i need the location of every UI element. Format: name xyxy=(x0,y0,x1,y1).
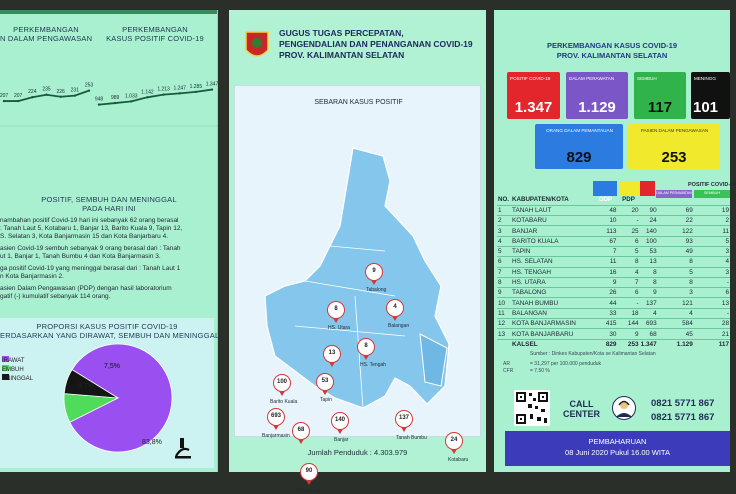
region-name: Barito Kuala xyxy=(270,399,298,405)
table-cell: 5 xyxy=(725,237,729,245)
region-marker[interactable]: 90 xyxy=(300,463,318,481)
table-cell: 6 xyxy=(725,289,729,297)
table-cell: 5 xyxy=(689,268,693,276)
trend-value-label: 226 xyxy=(56,88,65,95)
phone-1[interactable]: 0821 5771 867 xyxy=(651,398,715,409)
table-cell: - xyxy=(636,217,639,225)
table-cell: 5 xyxy=(498,248,502,256)
table-header-row: NO. KABUPATEN/KOTA ODP PDP xyxy=(497,195,730,205)
table-cell: BANJAR xyxy=(512,227,538,235)
table-cell: 10 xyxy=(498,299,506,307)
table-cell: 3 xyxy=(498,227,502,235)
table-cell: 9 xyxy=(635,330,639,338)
trend-value-label: 207 xyxy=(13,93,23,100)
summary-line: S. Selatan 3, Kota Banjarmasin 15 dan Kota Banjarbaru 4. xyxy=(0,233,169,240)
region-name: HS. Utara xyxy=(328,325,350,331)
table-cell: HS. SELATAN xyxy=(512,258,553,266)
table-cell: 6 xyxy=(635,289,639,297)
trend-point xyxy=(74,94,76,96)
trend-value-label: 207 xyxy=(0,93,9,100)
table-cell: 11 xyxy=(498,309,505,317)
trend-point xyxy=(98,103,100,105)
table-cell: 69 xyxy=(685,206,693,214)
summary-title: POSITIF, SEMBUH DAN MENINGGAL PADA HARI INI xyxy=(41,195,177,213)
table-cell: 7 xyxy=(612,248,617,256)
table-total-cell: 253 xyxy=(627,341,639,349)
left-panel xyxy=(0,10,218,472)
table-cell: 28 xyxy=(721,320,729,328)
summary-line: ga positif Covid-19 yang meninggal berasal dari : Tanah Laut 1 xyxy=(0,265,181,272)
stat-deaths: MENINGG 101 xyxy=(691,72,730,119)
pdp-trend-chart xyxy=(0,70,95,190)
region-name: Balangan xyxy=(388,323,410,329)
region-name: HS. Tengah xyxy=(360,362,387,368)
table-cell: 33 xyxy=(609,309,617,317)
table-total-cell: 1.347 xyxy=(640,341,657,349)
table-cell: 13 xyxy=(498,330,506,338)
province-emblem-icon xyxy=(244,30,270,62)
pie-value-label: 8,7% xyxy=(78,383,94,390)
operator-avatar-icon xyxy=(612,396,636,422)
trend-value-label: 1.247 xyxy=(173,85,186,92)
table-cell: 21 xyxy=(721,330,729,338)
trend-point xyxy=(162,93,164,95)
trend-value-label: 989 xyxy=(110,95,120,102)
table-cell: 22 xyxy=(685,217,693,225)
table-cell: 8 xyxy=(689,279,693,287)
right-title: PERKEMBANGAN KASUS COVID-19 PROV. KALIMANTAN SELATAN xyxy=(546,41,678,60)
table-cell: 121 xyxy=(682,299,693,307)
cfr-value: = 7,50 % xyxy=(530,368,550,374)
table-cell: 6 xyxy=(635,237,639,245)
table-cell: 11 xyxy=(722,227,729,235)
top-accent-bar xyxy=(0,10,217,14)
table-cell: 68 xyxy=(649,330,657,338)
summary-line: : Tanah Laut 5, Kotabaru 1, Banjar 13, Barito Kuala 9, Tapin 12, xyxy=(0,225,183,232)
table-cell: 113 xyxy=(606,227,617,235)
table-cell: 3 xyxy=(725,248,729,256)
trend-value-label: 948 xyxy=(94,96,104,103)
table-cell: 90 xyxy=(649,206,657,214)
trend-value-label: 1.285 xyxy=(189,83,203,90)
table-cell: KOTA BANJARBARU xyxy=(512,330,574,338)
region-marker[interactable]: 9 xyxy=(365,263,383,281)
table-cell: 100 xyxy=(645,237,657,245)
trend-point xyxy=(179,92,181,94)
table-cell: 415 xyxy=(605,320,617,328)
trend-point xyxy=(88,89,90,91)
table-cell: 24 xyxy=(649,217,657,225)
ar-value: = 31,297 per 100.000 penduduk xyxy=(530,361,602,367)
table-cell: HS. TENGAH xyxy=(512,268,551,276)
trend-value-label: 231 xyxy=(70,87,80,94)
table-cell: 3 xyxy=(725,268,729,276)
data-source: Sumber : Dinkes Kabupaten/Kota se Kalimantan Selatan xyxy=(530,351,656,357)
region-marker[interactable]: 4 xyxy=(386,299,404,317)
table-cell: 4 xyxy=(653,309,657,317)
region-name: Tanah Bumbu xyxy=(396,435,427,441)
table-cell: 16 xyxy=(609,268,617,276)
table-cell: 4 xyxy=(689,309,693,317)
phone-2[interactable]: 0821 5771 867 xyxy=(651,412,715,423)
trend-point xyxy=(45,94,47,96)
table-cell: 45 xyxy=(685,330,693,338)
trend-point xyxy=(17,100,19,102)
trend-value-label: 235 xyxy=(42,86,51,93)
table-cell: 8 xyxy=(653,279,657,287)
table-row xyxy=(497,308,730,318)
trend-value-label: 1.347 xyxy=(205,81,219,88)
table-cell: 18 xyxy=(631,309,639,317)
stat-recovered: SEMBUH 117 xyxy=(634,72,686,119)
table-row xyxy=(497,329,730,339)
map-title: SEBARAN KASUS POSITIF xyxy=(314,99,403,106)
table-cell: KOTABARU xyxy=(512,217,547,225)
table-row xyxy=(497,319,730,329)
summary-line: nambahan positif Covid-19 hari ini sebanyak 62 orang berasal xyxy=(0,217,179,224)
table-header-pdp-cell xyxy=(619,181,641,196)
proportion-title: PROPORSI KASUS POSITIF COVID-19 ERDASARKAN YANG DIRAWAT, SEMBUH DAN MENINGGAL xyxy=(0,322,220,340)
trend-value-label: 1.213 xyxy=(157,86,170,93)
trend-value-label: 253 xyxy=(84,82,94,89)
table-cell: BALANGAN xyxy=(512,309,547,317)
table-header-positive-cell xyxy=(640,181,655,196)
pie-value-label: 7,5% xyxy=(104,363,120,370)
table-row xyxy=(497,267,730,277)
table-cell: 44 xyxy=(609,299,617,307)
region-marker[interactable]: 53 xyxy=(316,373,334,391)
table-row xyxy=(497,205,730,215)
table-row xyxy=(497,226,730,236)
table-header-in-care-cell: DALAM PERAWATAN xyxy=(656,190,692,198)
table-cell: 19 xyxy=(721,206,729,214)
table-cell: 20 xyxy=(631,206,639,214)
table-cell: 6 xyxy=(498,258,502,266)
table-cell: 2 xyxy=(498,217,502,225)
region-marker[interactable]: 100 xyxy=(273,374,291,392)
trend-value-label: 1.033 xyxy=(125,93,138,100)
cfr-label: CFR xyxy=(503,368,514,374)
table-row xyxy=(497,216,730,226)
table-cell: 11 xyxy=(609,258,617,266)
trend-point xyxy=(195,91,197,93)
trend-chart-2-title: PERKEMBANGAN KASUS POSITIF COVID-19 xyxy=(106,25,204,43)
table-cell: 4 xyxy=(498,237,502,245)
region-marker[interactable]: 8 xyxy=(327,301,345,319)
table-cell: HS. UTARA xyxy=(512,279,546,287)
table-header-recovered-cell: SEMBUH xyxy=(694,190,730,198)
table-cell: 26 xyxy=(609,289,617,297)
table-cell: 10 xyxy=(609,217,617,225)
table-cell: BARITO KUALA xyxy=(512,237,559,245)
stat-in-care: DALAM PERAWATAN 1.129 xyxy=(566,72,628,119)
trend-point xyxy=(130,100,132,102)
summary-line: n Kota Banjarmasin 2. xyxy=(0,273,64,280)
table-cell: 693 xyxy=(645,320,657,328)
stat-positive: POSITIF COVID-19 1.347 xyxy=(507,72,560,119)
table-cell: 7 xyxy=(635,279,639,287)
summary-line: ut 1, Banjar 1, Tanah Bumbu 4 dan Kota Banjarmasin 3. xyxy=(0,253,161,260)
trend-point xyxy=(59,96,61,98)
trend-value-label: 1.142 xyxy=(141,89,154,96)
positive-trend-chart xyxy=(95,70,218,190)
table-header-positive: POSITIF COVID-19 xyxy=(688,182,736,188)
region-name: Banjar xyxy=(334,437,349,443)
table-row xyxy=(497,236,730,246)
table-cell: 13 xyxy=(721,299,729,307)
table-cell: 7 xyxy=(498,268,502,276)
ar-label: AR xyxy=(503,361,510,367)
table-row xyxy=(497,257,730,267)
table-row xyxy=(497,288,730,298)
table-cell: 9 xyxy=(612,279,617,287)
trend-point xyxy=(3,100,5,102)
microscope-icon xyxy=(172,436,194,460)
legend-label: EMBUH xyxy=(2,367,24,373)
table-cell: TANAH BUMBU xyxy=(512,299,559,307)
table-cell: 2 xyxy=(725,217,729,225)
table-total-cell: 1.129 xyxy=(676,341,693,349)
table-cell: KOTA BANJARMASIN xyxy=(512,320,576,328)
table-cell: 9 xyxy=(498,289,502,297)
table-row xyxy=(497,298,730,308)
table-total-cell: 829 xyxy=(605,341,617,349)
table-header-odp-cell xyxy=(593,181,617,196)
table-cell: 48 xyxy=(609,206,617,214)
trend-chart-1-title: PERKEMBANGAN N DALAM PENGAWASAN xyxy=(0,25,93,43)
table-cell: 1 xyxy=(498,206,502,214)
stat-odp: ORANG DALAM PEMANTAUAN 829 xyxy=(535,124,623,169)
region-marker[interactable]: 13 xyxy=(323,345,341,363)
table-cell: TANAH LAUT xyxy=(512,206,552,214)
table-cell: 53 xyxy=(649,248,657,256)
table-cell: 93 xyxy=(685,237,693,245)
table-cell: 5 xyxy=(635,248,639,256)
table-cell: 584 xyxy=(682,320,693,328)
table-cell: - xyxy=(726,279,729,287)
table-cell: 122 xyxy=(682,227,693,235)
stat-pdp: PASIEN DALAM PENGAWASAN 253 xyxy=(628,124,720,169)
table-total-cell: KALSEL xyxy=(512,341,538,349)
table-cell: - xyxy=(726,309,729,317)
table-cell: 8 xyxy=(635,258,639,266)
legend-label: IRAWAT xyxy=(2,358,25,364)
table-cell: 12 xyxy=(498,320,506,328)
region-marker[interactable]: 693 xyxy=(267,408,285,426)
region-name: Tanah Laut xyxy=(296,488,321,494)
region-marker[interactable]: 8 xyxy=(357,338,375,356)
table-cell: 4 xyxy=(725,258,729,266)
table-cell: 8 xyxy=(498,279,502,287)
table-cell: TAPIN xyxy=(512,248,531,256)
district-table xyxy=(497,195,730,349)
table-cell: 30 xyxy=(609,330,617,338)
qr-code-icon xyxy=(514,390,550,426)
table-cell: 13 xyxy=(649,258,657,266)
table-cell: 67 xyxy=(609,237,617,245)
table-cell: 25 xyxy=(631,227,639,235)
summary-line: gatif (-) kumulatif sebanyak 114 orang. xyxy=(0,293,111,300)
proportion-card xyxy=(0,318,220,468)
trend-point xyxy=(31,96,33,98)
region-marker[interactable]: 24 xyxy=(445,432,463,450)
summary-line: asien Dalam Pengawasan (PDP) dengan hasil laboratorium xyxy=(0,285,172,292)
region-name: Tabalong xyxy=(366,287,387,293)
summary-line: asien Covid-19 sembuh sebanyak 9 orang berasal dari : Tanah xyxy=(0,245,181,252)
table-cell: 4 xyxy=(635,268,639,276)
table-cell: 8 xyxy=(653,268,657,276)
table-total-row xyxy=(497,339,730,349)
pie-value-label: 83,8% xyxy=(142,439,162,446)
table-cell: 140 xyxy=(645,227,657,235)
region-name: Banjarmasin xyxy=(262,433,290,439)
region-name: Kotabaru xyxy=(448,457,469,463)
kalsel-map xyxy=(235,86,482,438)
region-marker[interactable]: 137 xyxy=(395,410,413,428)
task-force-title: GUGUS TUGAS PERCEPATAN, PENGENDALIAN DAN PENANGANAN COVID-19 PROV. KALIMANTAN SELATAN xyxy=(279,28,473,60)
table-cell: 137 xyxy=(645,299,657,307)
table-cell: 9 xyxy=(653,289,657,297)
table-cell: TABALONG xyxy=(512,289,547,297)
region-name: Tapin xyxy=(320,397,332,403)
table-cell: 49 xyxy=(685,248,693,256)
region-marker[interactable]: 68 xyxy=(292,422,310,440)
trend-point xyxy=(211,88,213,90)
trend-value-label: 224 xyxy=(28,89,37,96)
table-row xyxy=(497,246,730,256)
trend-point xyxy=(114,102,116,104)
call-center-label: CALL CENTER xyxy=(563,399,601,419)
trend-point xyxy=(146,96,148,98)
table-cell: 8 xyxy=(689,258,693,266)
table-total-cell: 117 xyxy=(718,341,729,349)
update-banner: PEMBAHARUAN 08 Juni 2020 Pukul 16.00 WITA xyxy=(505,431,730,466)
middle-panel xyxy=(229,10,486,494)
table-row xyxy=(497,277,730,287)
region-marker[interactable]: 140 xyxy=(331,412,349,430)
table-cell: 3 xyxy=(689,289,693,297)
table-cell: - xyxy=(636,299,639,307)
population-text: Jumlah Penduduk : 4.303.979 xyxy=(307,448,408,457)
legend-label: ENINGGAL xyxy=(2,376,34,382)
table-cell: 144 xyxy=(627,320,639,328)
